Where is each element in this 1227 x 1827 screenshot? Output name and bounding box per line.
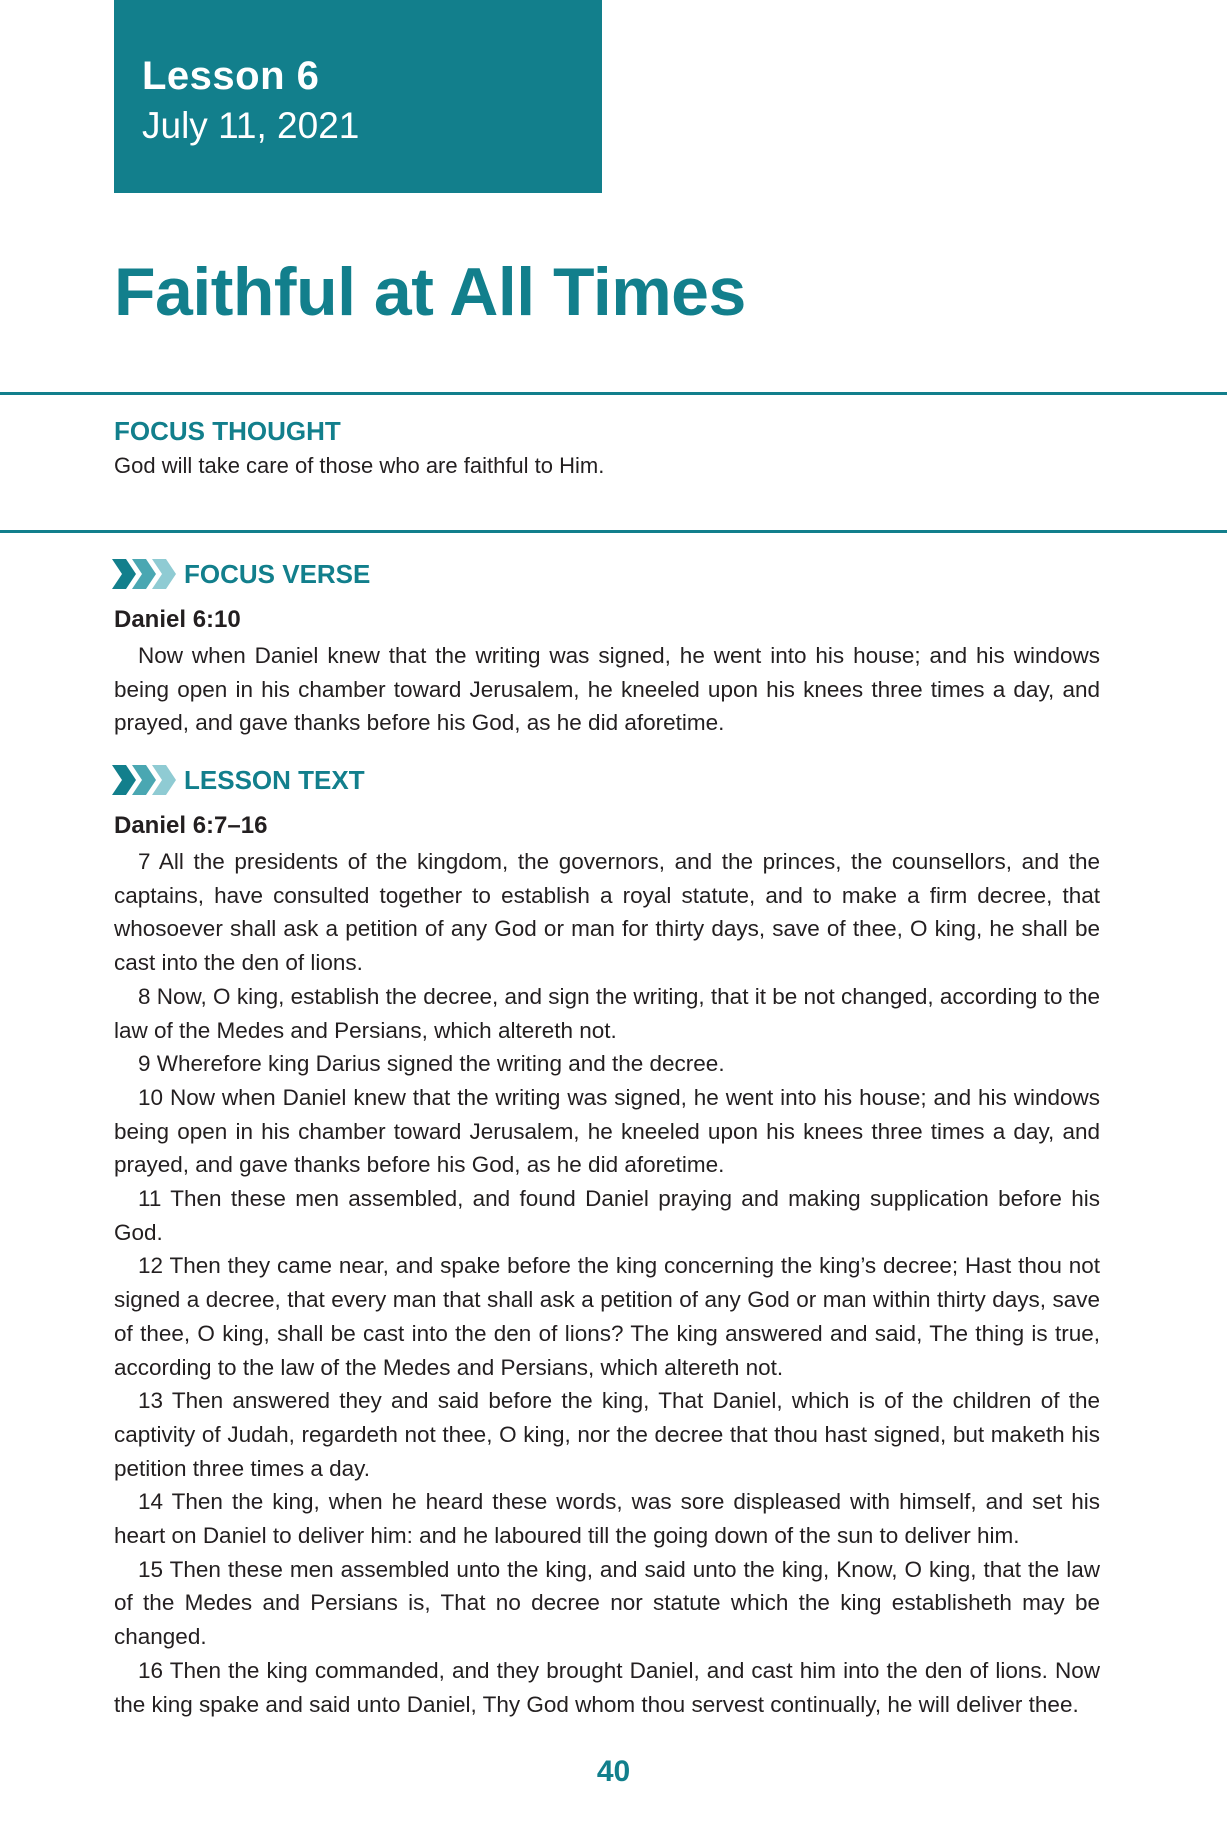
chevron-arrows-icon [112,559,176,589]
lesson-number: Lesson 6 [142,54,320,98]
verse-paragraph: 16 Then the king commanded, and they brought Daniel, and cast him into the den of lions. Now the king spake and said unto Daniel, Thy God whom thou servest continually, he will deliver thee. [114,1657,1100,1717]
verse-paragraph: 12 Then they came near, and spake before the king concerning the king’s decree; Hast thou not signed a decree, that every man that shall ask a petition of any God or man within thirty days, save of thee, O king, shall be cast into the den of lions? The king answered and said, The thing is true, according to the law of the Medes and Persians, which altereth not. [114,1253,1100,1380]
verse-paragraph: 15 Then these men assembled unto the king, and said unto the king, Know, O king, that the law of the Medes and Persians is, That no decree nor statute which the king establisheth may be changed. [114,1556,1100,1650]
lesson-text-header [112,763,365,797]
lesson-header-box [114,0,602,193]
verse-paragraph: 10 Now when Daniel knew that the writing was signed, he went into his house; and his windows being open in his chamber toward Jerusalem, he kneeled upon his knees three times a day, and prayed, and gave thanks before his God, as he did aforetime. [114,1084,1100,1178]
divider [0,392,1227,395]
focus-verse-reference: Daniel 6:10 [114,606,241,633]
lesson-date: July 11, 2021 [142,105,360,146]
chevron-arrows-icon [112,765,176,795]
verse-paragraph: 13 Then answered they and said before the king, That Daniel, which is of the children of the captivity of Judah, regardeth not thee, O king, nor the decree that thou hast signed, but maketh his petition three times a day. [114,1388,1100,1481]
page-number: 40 [596,1755,631,1788]
divider [0,530,1227,533]
focus-verse-text [114,639,1100,740]
verse-paragraph: 14 Then the king, when he heard these words, was sore displeased with himself, and set his heart on Daniel to deliver him: and he laboured till the going down of the sun to deliver him. [114,1489,1100,1549]
verse-paragraph: 11 Then these men assembled, and found Daniel praying and making supplication before his God. [114,1186,1100,1245]
lesson-text-heading: LESSON TEXT [184,764,365,795]
verse-paragraph: 7 All the presidents of the kingdom, the governors, and the princes, the counsellors, and the captains, have consulted together to establish a royal statute, and to make a firm decree, that whosoever shall ask a petition of any God or man for thirty days, save of thee, O king, he shall be cast into the den of lions. [114,849,1100,976]
focus-verse-heading: FOCUS VERSE [184,558,371,589]
page-title: Faithful at All Times [114,254,746,330]
focus-thought-heading: FOCUS THOUGHT [114,416,341,446]
verse-paragraph: Now when Daniel knew that the writing was signed, he went into his house; and his windows being open in his chamber toward Jerusalem, he kneeled upon his knees three times a day, and prayed, and gave thanks before his God, as he did aforetime. [114,643,1100,736]
verse-paragraph: 8 Now, O king, establish the decree, and sign the writing, that it be not changed, according to the law of the Medes and Persians, which altereth not. [114,983,1100,1043]
lesson-text-reference: Daniel 6:7–16 [114,812,268,839]
verse-paragraph: 9 Wherefore king Darius signed the writing and the decree. [138,1051,725,1077]
focus-verse-header [112,557,370,591]
focus-thought-text: God will take care of those who are faithful to Him. [114,453,605,478]
lesson-text-body [114,845,1100,1721]
